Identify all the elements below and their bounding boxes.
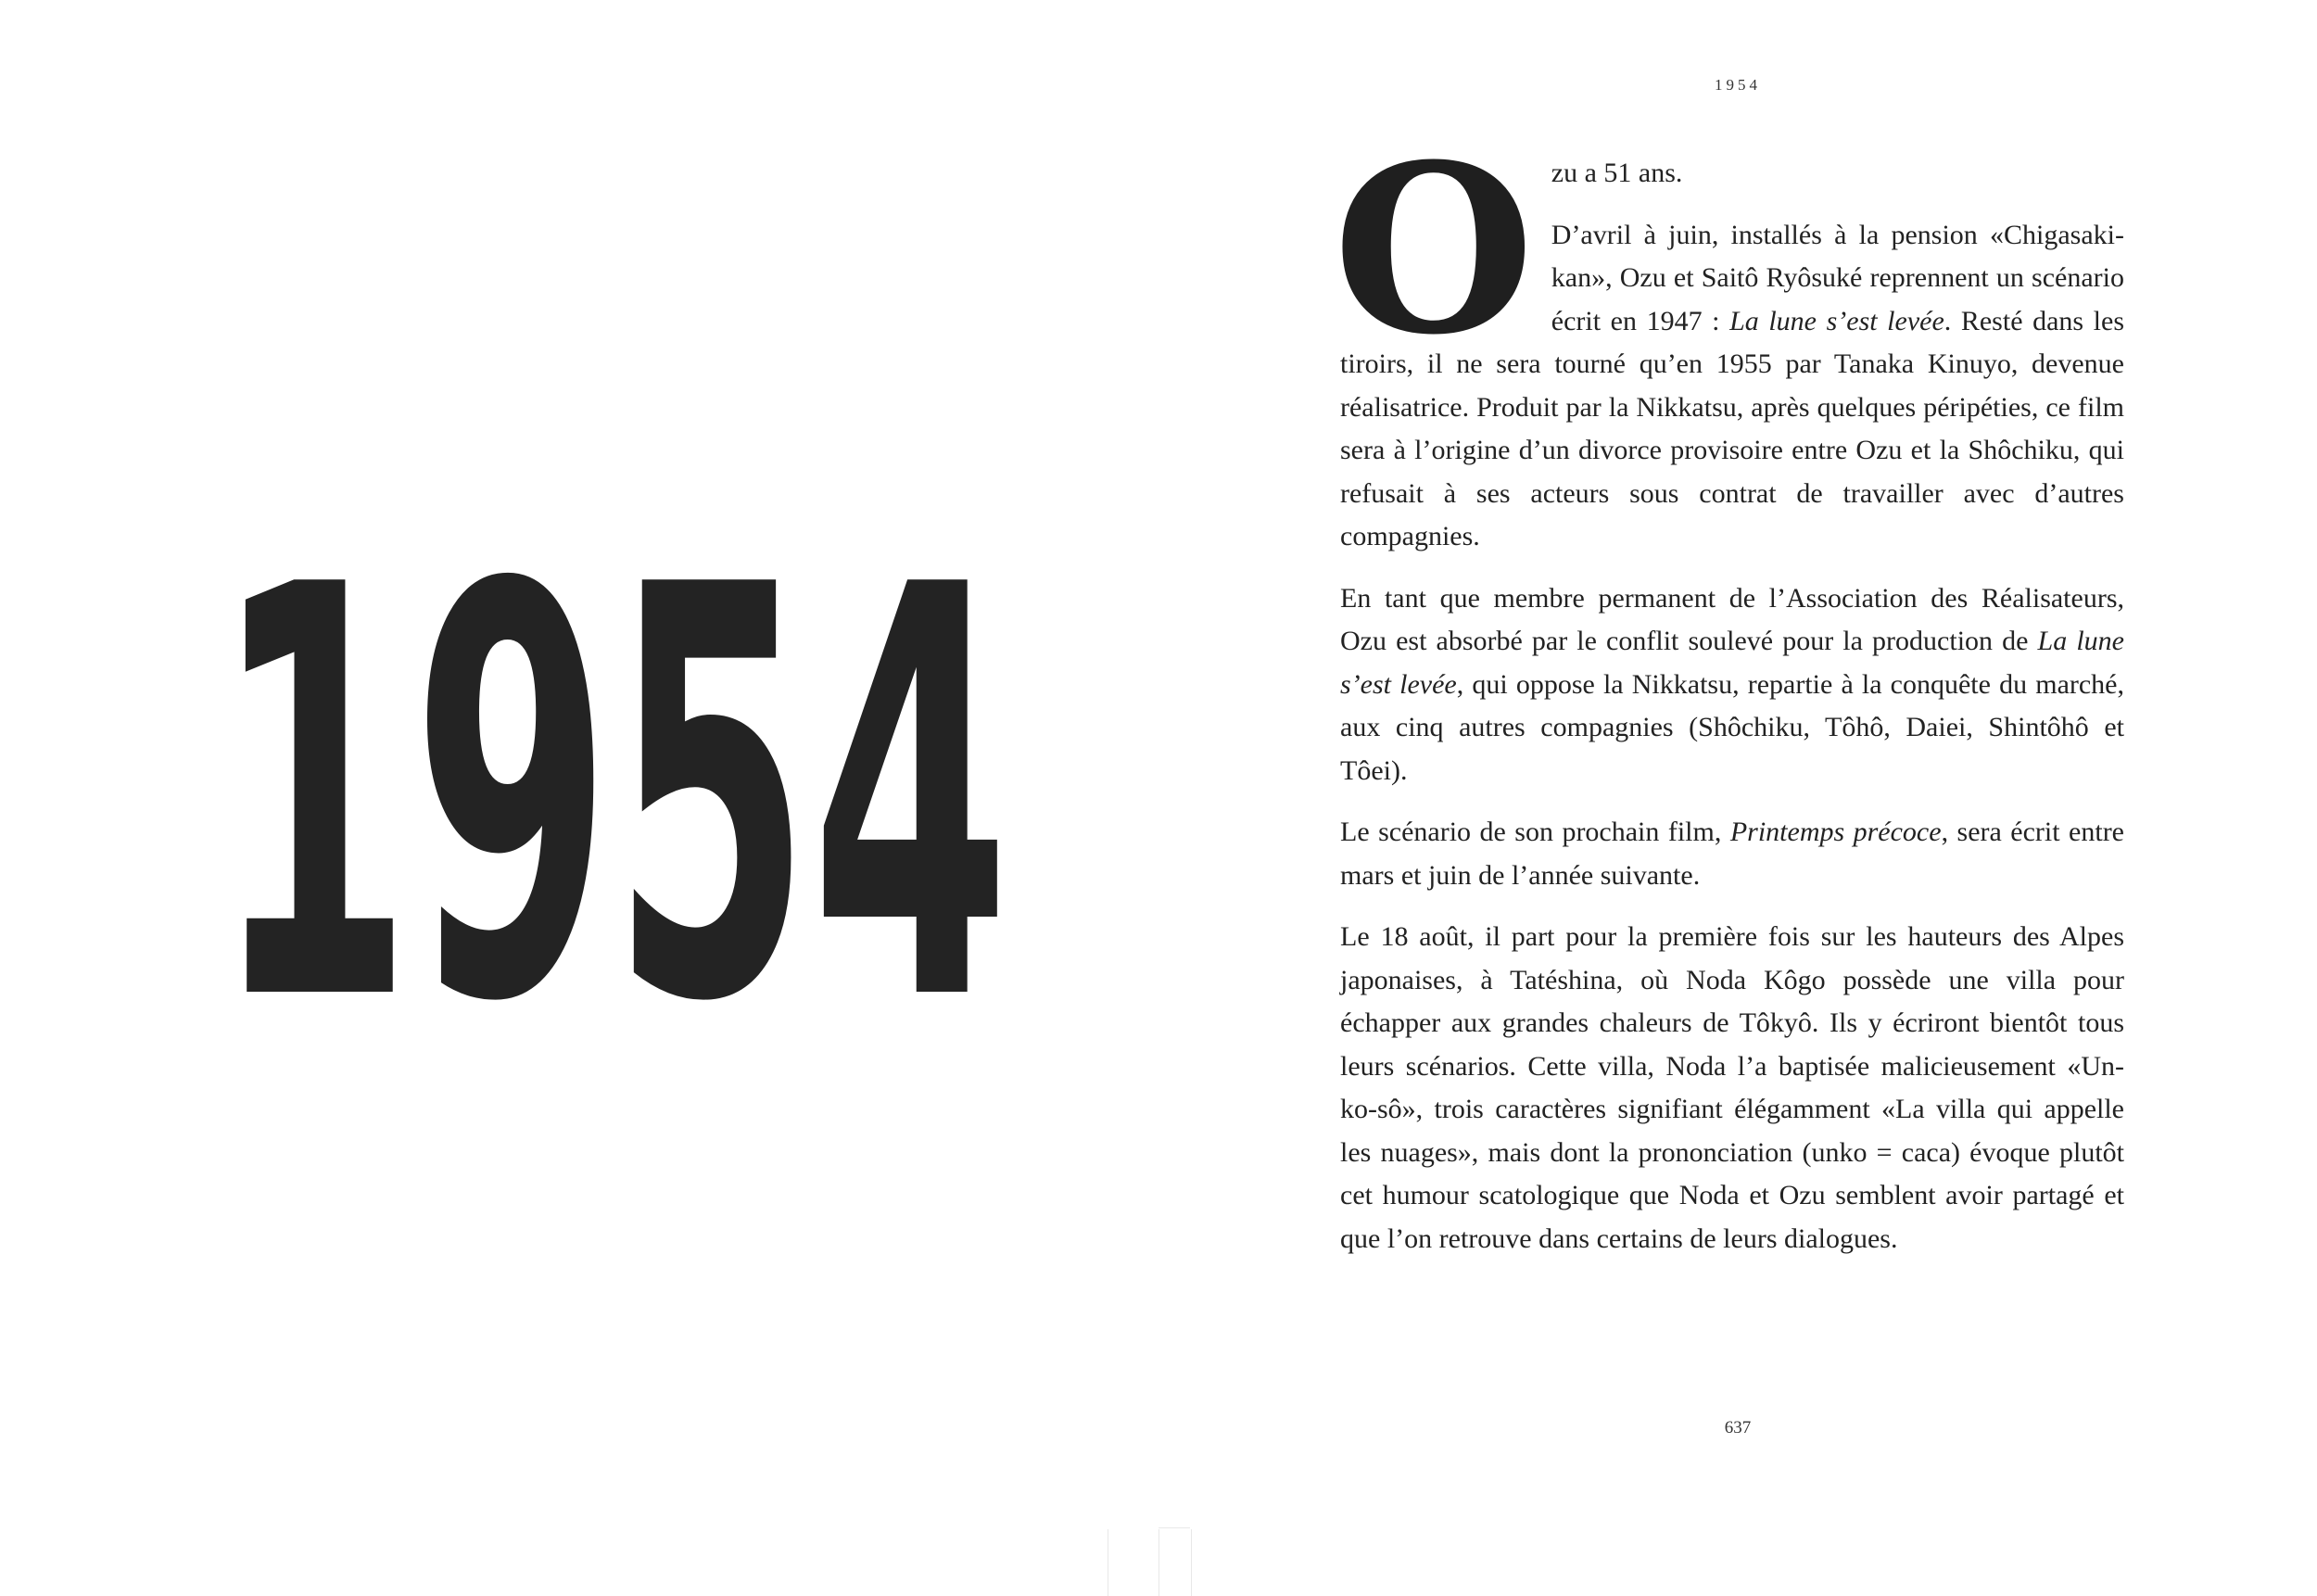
- film-title: La lune s’est levée: [1729, 305, 1944, 336]
- film-title: La lune s’est levée: [1340, 626, 2124, 700]
- gutter-mark: [1191, 1529, 1192, 1596]
- body-text: [1333, 113, 2125, 1279]
- paragraph-2-text-b: . Resté dans les tiroirs, il ne sera tourné qu’en 1955 par Tanaka Kinuyo, devenue réalisatrice. Produit par la Nikkatsu, après quelques péripéties, ce film sera à l’origine d’un divorce provisoire entre Ozu et la Shôchiku, qui refusait à ses acteurs sous contrat de travailler avec d’autres compagnies.: [1340, 305, 2124, 551]
- paragraph-5-text: Le 18 août, il part pour la première fois sur les hauteurs des Alpes japonaises, à Tatéshina, où Noda Kôgo possède une villa pour échapper aux grandes chaleurs de Tôkyô. Ils y écriront bientôt tous leurs scénarios. Cette villa, Noda l’a baptisée malicieusement «Un-ko-sô», trois caractères signifiant élégamment «La villa qui appelle les nuages», mais dont la prononciation (unko = caca) évoque plutôt cet humour scatologique que Noda et Ozu semblent avoir partagé et que l’on retrouve dans certains de leurs dialogues.: [1340, 921, 2124, 1254]
- film-title: Printemps précoce: [1729, 817, 1942, 847]
- paragraph-4: [1340, 811, 2124, 897]
- left-page: [0, 0, 1158, 1596]
- drop-cap: O: [1333, 113, 1535, 386]
- paragraph-4-text-a: Le scénario de son prochain film,: [1340, 817, 1730, 847]
- paragraph-5: [1340, 916, 2124, 1260]
- paragraph-3-text-a: En tant que membre permanent de l’Association des Réalisateurs, Ozu est absorbé par le conflit soulevé pour la production de: [1340, 582, 2124, 656]
- gutter-mark: [1158, 1529, 1159, 1596]
- right-page: [1158, 0, 2317, 1596]
- gutter-mark: [1158, 1527, 1190, 1528]
- chapter-year-text: 1954: [213, 473, 1010, 1020]
- paragraph-3-text-b: , qui oppose la Nikkatsu, repartie à la conquête du marché, aux cinq autres compagnies (Shôchiku, Tôhô, Daiei, Shintôhô et Tôei).: [1340, 668, 2124, 786]
- paragraph-1-text: zu a 51 ans.: [1551, 158, 1683, 188]
- paragraph-4-text-b: , sera écrit entre mars et juin de l’année suivante.: [1340, 817, 2125, 891]
- chapter-year-display: [209, 473, 1015, 1020]
- page-number: 637: [1724, 1418, 1752, 1438]
- running-head: 1954: [1715, 76, 1761, 94]
- paragraph-3: [1340, 577, 2124, 793]
- paragraph-2-text-a: D’avril à juin, installés à la pension «Chigasaki-kan», Ozu et Saitô Ryôsuké reprennent un scénario écrit en 1947 :: [1551, 219, 2124, 336]
